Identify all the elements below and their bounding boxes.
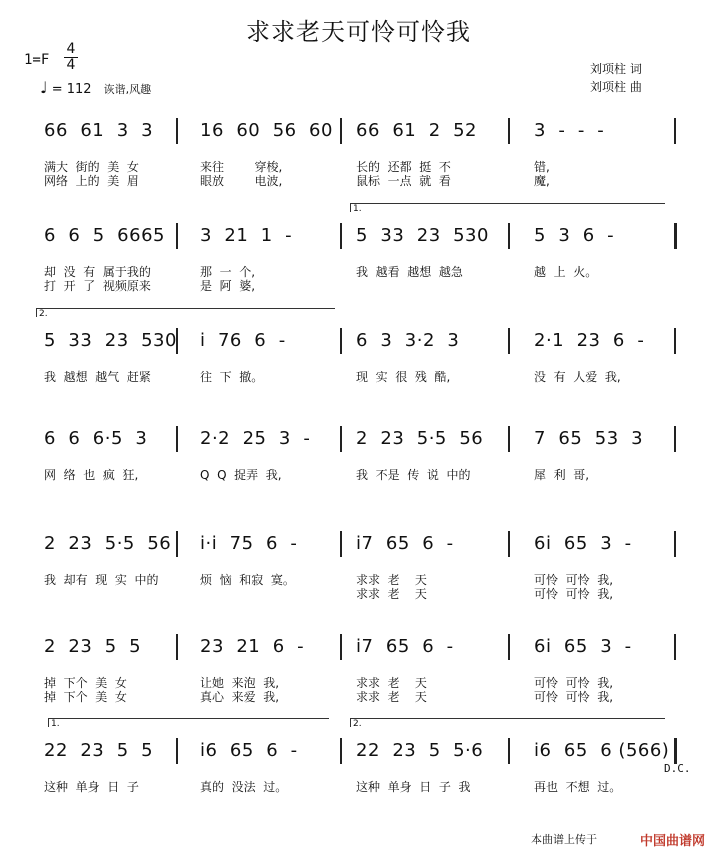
lyric-line-1: 现 实 很 残 酷, bbox=[356, 370, 451, 384]
measure-notes: 66 61 2 52 bbox=[356, 120, 477, 141]
bar-line bbox=[340, 328, 342, 354]
tempo-marking bbox=[40, 78, 151, 97]
lyric-line-1: 再也 不想 过。 bbox=[534, 780, 622, 794]
bar-line bbox=[340, 531, 342, 557]
lyric-line-1: 真的 没法 过。 bbox=[200, 780, 288, 794]
bar-line bbox=[176, 738, 178, 764]
measure-notes: i6 65 6 (566) bbox=[534, 740, 670, 761]
bar-line bbox=[340, 426, 342, 452]
composer-credit: 刘项柱 曲 bbox=[590, 80, 642, 94]
lyric-line-2: 网络 上的 美 眉 bbox=[44, 174, 139, 188]
measure-notes: 2·1 23 6 - bbox=[534, 330, 645, 351]
site-logo bbox=[640, 830, 705, 849]
lyric-line-1: 我 越想 越气 赶紧 bbox=[44, 370, 151, 384]
measure-notes: 16 60 56 60 bbox=[200, 120, 333, 141]
lyric-line-1: 长的 还都 挺 不 bbox=[356, 160, 451, 174]
measure-notes: i 76 6 - bbox=[200, 330, 286, 351]
measure-notes: 5 33 23 530 bbox=[44, 330, 177, 351]
lyric-line-2: 可怜 可怜 我, bbox=[534, 587, 614, 601]
lyric-line-2: 可怜 可怜 我, bbox=[534, 690, 614, 704]
bar-line bbox=[674, 426, 676, 452]
bar-line bbox=[176, 223, 178, 249]
lyric-line-2: 真心 来爱 我, bbox=[200, 690, 280, 704]
lyric-line-1: 这种 单身 日 子 我 bbox=[356, 780, 471, 794]
bar-line bbox=[674, 118, 676, 144]
bar-line bbox=[674, 738, 677, 764]
measure-notes: 6 3 3·2 3 bbox=[356, 330, 460, 351]
bar-line bbox=[508, 118, 510, 144]
footer-text: 本曲谱上传于 bbox=[531, 833, 597, 846]
lyric-line-1: 我 越看 越想 越急 bbox=[356, 265, 463, 279]
bar-line bbox=[340, 223, 342, 249]
bar-line bbox=[176, 426, 178, 452]
lyric-line-2: 求求 老 天 bbox=[356, 587, 427, 601]
lyric-line-1: 却 没 有 属于我的 bbox=[44, 265, 151, 279]
measure-notes: 5 3 6 - bbox=[534, 225, 615, 246]
lyric-line-2: 鼠标 一点 就 看 bbox=[356, 174, 451, 188]
bar-line bbox=[674, 328, 676, 354]
bar-line bbox=[176, 531, 178, 557]
bar-line bbox=[508, 634, 510, 660]
measure-notes: 5 33 23 530 bbox=[356, 225, 489, 246]
bar-line bbox=[674, 223, 677, 249]
lyric-line-1: 越 上 火。 bbox=[534, 265, 598, 279]
page-title: 求求老天可怜可怜我 bbox=[246, 18, 471, 46]
lyric-line-2: 打 开 了 视频原来 bbox=[44, 279, 151, 293]
volta-bracket-2: 2. bbox=[350, 718, 665, 727]
lyric-line-2: 魔, bbox=[534, 174, 550, 188]
lyric-line-1: 网 络 也 疯 狂, bbox=[44, 468, 139, 482]
lyric-line-1: 犀 利 哥, bbox=[534, 468, 590, 482]
lyric-line-1: 求求 老 天 bbox=[356, 573, 427, 587]
lyric-line-1: 可怜 可怜 我, bbox=[534, 676, 614, 690]
lyric-line-1: 烦 恼 和寂 寞。 bbox=[200, 573, 295, 587]
measure-notes: 6i 65 3 - bbox=[534, 636, 632, 657]
lyric-line-1: 我 却有 现 实 中的 bbox=[44, 573, 159, 587]
bar-line bbox=[674, 634, 676, 660]
lyric-line-1: 求求 老 天 bbox=[356, 676, 427, 690]
bar-line bbox=[508, 328, 510, 354]
logo-text: 中国曲谱网 bbox=[639, 834, 705, 849]
measure-notes: i6 65 6 - bbox=[200, 740, 298, 761]
lyric-line-2: 掉 下个 美 女 bbox=[44, 690, 127, 704]
time-signature bbox=[64, 42, 78, 73]
lyric-line-1: 错, bbox=[534, 160, 550, 174]
time-top: 4 bbox=[66, 41, 76, 57]
lyric-line-1: 满大 街的 美 女 bbox=[44, 160, 139, 174]
bar-line bbox=[340, 118, 342, 144]
measure-notes: i·i 75 6 - bbox=[200, 533, 298, 554]
measure-notes: 2 23 5 5 bbox=[44, 636, 142, 657]
lyric-line-1: 掉 下个 美 女 bbox=[44, 676, 127, 690]
lyric-line-1: 没 有 人爱 我, bbox=[534, 370, 621, 384]
time-bottom: 4 bbox=[66, 57, 76, 73]
lyric-line-1: 来往 穿梭, bbox=[200, 160, 283, 174]
measure-notes: 2 23 5·5 56 bbox=[44, 533, 172, 554]
bar-line bbox=[508, 223, 510, 249]
volta-bracket: 2. bbox=[36, 308, 335, 317]
key-signature: 1=F bbox=[24, 52, 50, 68]
bar-line bbox=[340, 738, 342, 764]
bar-line bbox=[674, 531, 676, 557]
lyric-line-1: 我 不是 传 说 中的 bbox=[356, 468, 471, 482]
measure-notes: 6 6 6·5 3 bbox=[44, 428, 148, 449]
measure-notes: 2·2 25 3 - bbox=[200, 428, 311, 449]
bar-line bbox=[508, 531, 510, 557]
measure-notes: 6i 65 3 - bbox=[534, 533, 632, 554]
bar-line bbox=[508, 738, 510, 764]
volta-bracket: 1. bbox=[350, 203, 665, 212]
bar-line bbox=[508, 426, 510, 452]
measure-notes: 3 - - - bbox=[534, 120, 605, 141]
measure-notes: 2 23 5·5 56 bbox=[356, 428, 484, 449]
lyric-line-1: 那 一 个, bbox=[200, 265, 256, 279]
dc-marking: D.C. bbox=[664, 762, 691, 775]
bar-line bbox=[176, 118, 178, 144]
measure-notes: 3 21 1 - bbox=[200, 225, 293, 246]
lyric-line-1: Q Q 捉弄 我, bbox=[200, 468, 282, 482]
measure-notes: 6 6 5 6665 bbox=[44, 225, 165, 246]
lyric-line-2: 眼放 电波, bbox=[200, 174, 283, 188]
volta-bracket: 1. bbox=[48, 718, 329, 727]
measure-notes: 22 23 5 5·6 bbox=[356, 740, 484, 761]
measure-notes: 66 61 3 3 bbox=[44, 120, 154, 141]
quarter-note-icon: ♩ bbox=[40, 78, 48, 97]
lyricist-credit: 刘项柱 词 bbox=[590, 62, 642, 76]
measure-notes: 7 65 53 3 bbox=[534, 428, 644, 449]
measure-notes: 23 21 6 - bbox=[200, 636, 305, 657]
measure-notes: 22 23 5 5 bbox=[44, 740, 154, 761]
lyric-line-1: 让她 来泡 我, bbox=[200, 676, 280, 690]
measure-notes: i7 65 6 - bbox=[356, 636, 454, 657]
bar-line bbox=[176, 634, 178, 660]
tempo-value: = 112 bbox=[51, 82, 92, 97]
lyric-line-2: 是 阿 婆, bbox=[200, 279, 256, 293]
lyric-line-2: 求求 老 天 bbox=[356, 690, 427, 704]
style-text: 诙谐,风趣 bbox=[103, 83, 152, 96]
lyric-line-1: 往 下 撤。 bbox=[200, 370, 264, 384]
lyric-line-1: 可怜 可怜 我, bbox=[534, 573, 614, 587]
lyric-line-1: 这种 单身 日 子 bbox=[44, 780, 139, 794]
measure-notes: i7 65 6 - bbox=[356, 533, 454, 554]
bar-line bbox=[340, 634, 342, 660]
